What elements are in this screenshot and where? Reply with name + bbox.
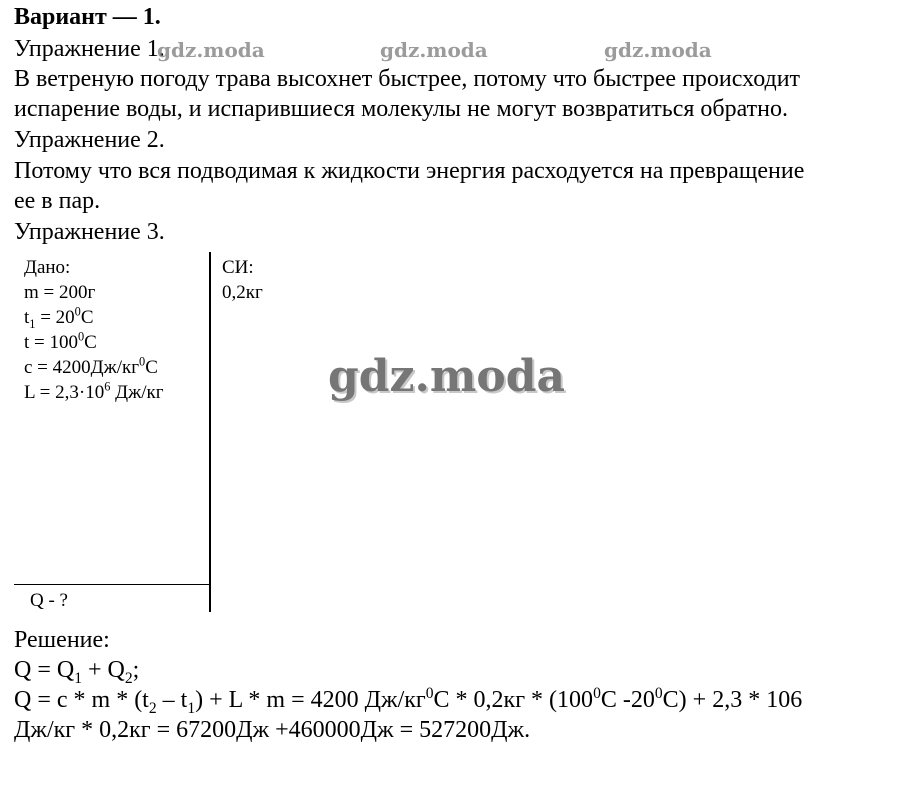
- given-divider-horizontal: [14, 584, 210, 585]
- given-t1: $t_1 = 20^0C$: [24, 304, 94, 331]
- document-title: Вариант — 1.: [14, 4, 161, 30]
- given-mass: m = 200г: [24, 282, 96, 303]
- watermark-large: gdz.moda: [328, 351, 566, 402]
- exercise1-text-line2: испарение воды, и испарившиеся молекулы не могут возвратиться обратно.: [14, 96, 788, 122]
- exercise2-text-line2: ее в пар.: [14, 188, 101, 214]
- solution-heading: Решение:: [14, 627, 110, 653]
- given-divider-vertical: [209, 252, 211, 612]
- find-quantity: Q - ?: [30, 590, 68, 611]
- solution-equation1: $Q = Q_1 + Q_2$;: [14, 657, 140, 687]
- exercise1-heading: Упражнение 1.: [14, 36, 165, 62]
- given-c: $c = 4200Дж/кг^0C$: [24, 354, 158, 378]
- solution-equation2: $Q = c * m * (t_2 - t_1) + L * m = 4200$ $Дж/кг^0C * 0,2кг * (100^0C$ $-20^0C) + 2,3 * 106$: [14, 685, 803, 717]
- solution-equation3: Дж/кг * 0,2кг = 67200Дж +460000Дж = 527200Дж.: [14, 717, 531, 743]
- watermark-small-1: gdz.moda: [157, 38, 265, 62]
- given-L: $L = 2,3\cdot 10^6$ Дж/кг: [24, 379, 164, 403]
- watermark-small-2: gdz.moda: [380, 38, 488, 62]
- given-t: $t = 100^0C$: [24, 329, 97, 353]
- si-mass: 0,2кг: [222, 282, 263, 303]
- si-label: СИ:: [222, 257, 254, 278]
- exercise2-text-line1: Потому что вся подводимая к жидкости энергия расходуется на превращение: [14, 158, 805, 184]
- exercise2-heading: Упражнение 2.: [14, 127, 165, 153]
- exercise1-text-line1: В ветреную погоду трава высохнет быстрее, потому что быстрее происходит: [14, 66, 801, 92]
- given-label: Дано:: [24, 257, 71, 278]
- watermark-small-3: gdz.moda: [604, 38, 712, 62]
- exercise3-heading: Упражнение 3.: [14, 219, 165, 245]
